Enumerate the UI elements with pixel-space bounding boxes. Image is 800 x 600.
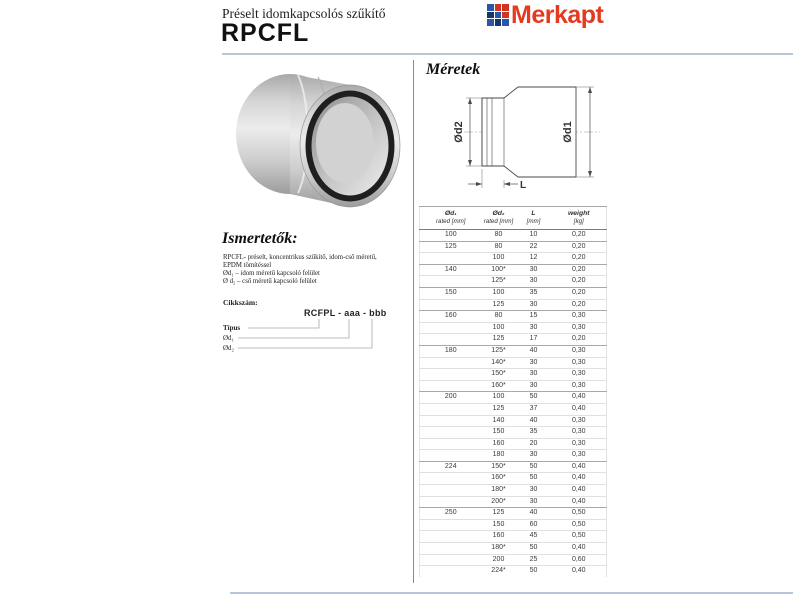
description-line: Ø d₂ – cső méretű kapcsoló felület (223, 278, 317, 285)
table-cell: 0,40 (552, 485, 607, 497)
article-number-label: Cikkszám: (223, 298, 258, 307)
table-cell: 25 (516, 554, 552, 566)
code-legend-d2: Ød₂ (223, 344, 234, 352)
table-cell: 30 (516, 450, 552, 462)
table-cell (420, 485, 482, 497)
table-cell: 80 (494, 231, 503, 238)
table-cell: 224* (482, 566, 516, 577)
technical-drawing (438, 83, 606, 203)
table-cell: 250 (420, 508, 482, 520)
table-cell: 125 (482, 403, 516, 415)
table-cell: 180 (482, 450, 516, 462)
table-cell (420, 322, 482, 334)
table-cell: 0,30 (552, 380, 607, 392)
column-divider (413, 60, 414, 583)
table-row (420, 287, 607, 299)
table-cell: 0,30 (552, 427, 607, 439)
table-cell: 0,60 (552, 554, 607, 566)
description-line: EPDM tömítéssel (223, 262, 272, 269)
table-cell: 60 (516, 519, 552, 531)
table-row (420, 403, 607, 415)
table-row (420, 276, 607, 288)
table-cell: 125 (482, 334, 516, 346)
code-legend-d1: Ød₁ (223, 334, 234, 342)
table-cell: 0,40 (552, 496, 607, 508)
code-connector-lines (222, 316, 387, 356)
table-row (420, 299, 607, 311)
table-cell (420, 403, 482, 415)
table-cell: 80 (482, 241, 516, 253)
table-cell (420, 299, 482, 311)
code-separator: - (363, 308, 367, 318)
table-cell: 200 (482, 554, 516, 566)
table-cell: 160 (420, 311, 482, 323)
table-row (420, 322, 607, 334)
table-cell: 125* (482, 345, 516, 357)
table-cell: 30 (516, 496, 552, 508)
table-cell: 0,30 (552, 415, 607, 427)
table-row (420, 357, 607, 369)
table-cell: 150 (420, 287, 482, 299)
table-row (420, 566, 607, 577)
table-cell: 45 (516, 531, 552, 543)
table-cell: 100 (482, 253, 516, 265)
column-header-d1: Ød₁ rated [mm] (420, 207, 482, 230)
table-cell: 20 (516, 438, 552, 450)
product-description (223, 254, 408, 286)
table-cell: 150* (482, 461, 516, 473)
table-cell: 40 (516, 508, 552, 520)
table-cell (420, 334, 482, 346)
table-cell: 0,20 (552, 276, 607, 288)
table-cell: 160 (482, 438, 516, 450)
table-cell: 200* (482, 496, 516, 508)
table-row (420, 450, 607, 462)
table-cell: 0,40 (552, 543, 607, 555)
table-cell (420, 496, 482, 508)
product-title: RPCFL (221, 19, 310, 47)
table-cell: 50 (516, 566, 552, 577)
size-table-header (420, 207, 607, 230)
table-cell: 0,20 (552, 241, 607, 253)
table-cell: 0,30 (552, 369, 607, 381)
table-cell: 15 (516, 311, 552, 323)
table-cell (420, 531, 482, 543)
table-row (420, 380, 607, 392)
size-table (419, 206, 607, 577)
table-cell (420, 369, 482, 381)
table-cell: 100 (482, 322, 516, 334)
table-cell: 100 (482, 287, 516, 299)
table-cell: 100* (482, 264, 516, 276)
table-cell: 140* (482, 357, 516, 369)
table-cell: 30 (516, 299, 552, 311)
table-cell (420, 276, 482, 288)
merkapt-logo-text: Merkapt (511, 1, 604, 29)
table-row (420, 427, 607, 439)
table-cell: 0,20 (552, 287, 607, 299)
table-cell: 125* (482, 276, 516, 288)
description-line: RPCFL- préselt, koncentrikus szűkítő, idom-cső méretű, (223, 254, 377, 261)
table-cell: 0,20 (552, 299, 607, 311)
dim-label-d1: Ød1 (562, 121, 574, 143)
table-row (420, 496, 607, 508)
table-cell: 0,30 (552, 357, 607, 369)
description-line: Ød₁ – idom méretű kapcsoló felület (223, 270, 320, 277)
table-cell: 40 (516, 345, 552, 357)
table-row (420, 241, 607, 253)
table-row (420, 334, 607, 346)
table-cell: 125 (482, 299, 516, 311)
table-cell (420, 380, 482, 392)
table-cell: 35 (516, 427, 552, 439)
product-subtitle: Préselt idomkapcsolós szűkítő (222, 6, 386, 21)
table-row (420, 543, 607, 555)
table-cell: 160* (482, 380, 516, 392)
table-cell (420, 554, 482, 566)
table-cell: 100 (482, 392, 516, 404)
table-row (420, 392, 607, 404)
code-type: RCFPL (304, 308, 336, 318)
table-cell: 50 (516, 543, 552, 555)
table-cell: 50 (516, 392, 552, 404)
dim-label-l: L (520, 180, 527, 191)
table-cell: 30 (516, 485, 552, 497)
table-cell: 0,40 (552, 403, 607, 415)
table-cell (420, 473, 482, 485)
table-cell: 30 (516, 264, 552, 276)
table-cell: 140 (420, 264, 482, 276)
table-row (420, 461, 607, 473)
table-cell: 0,50 (552, 508, 607, 520)
table-row (420, 264, 607, 276)
table-cell: 140 (482, 415, 516, 427)
table-cell (420, 519, 482, 531)
table-cell: 150 (482, 427, 516, 439)
table-cell: 17 (516, 334, 552, 346)
table-cell: 180* (482, 543, 516, 555)
table-cell: 40 (516, 415, 552, 427)
table-cell: 12 (516, 253, 552, 265)
table-cell: 30 (516, 357, 552, 369)
dim-label-d2: Ød2 (453, 121, 465, 143)
table-cell (420, 566, 482, 577)
table-cell: 30 (516, 322, 552, 334)
table-cell: 180 (420, 345, 482, 357)
table-cell: 0,30 (552, 345, 607, 357)
table-cell: 22 (516, 241, 552, 253)
table-row (420, 485, 607, 497)
table-cell: 224 (420, 461, 482, 473)
column-header-d2: Ød₂ rated [mm] (482, 207, 516, 230)
table-row (420, 253, 607, 265)
table-cell (420, 438, 482, 450)
table-cell: 0,40 (552, 392, 607, 404)
code-bbb: bbb (369, 308, 387, 318)
table-cell: 30 (516, 276, 552, 288)
table-row (420, 508, 607, 520)
merkapt-logo (487, 1, 604, 29)
table-cell: 0,50 (552, 519, 607, 531)
table-row (420, 554, 607, 566)
table-row (420, 369, 607, 381)
size-table-body (420, 230, 607, 577)
table-cell: 0,20 (552, 264, 607, 276)
table-cell: 125 (482, 508, 516, 520)
table-cell: 0,20 (552, 334, 607, 346)
table-cell (420, 543, 482, 555)
table-cell: 0,30 (552, 322, 607, 334)
column-header-weight: weight [kg] (552, 207, 607, 230)
table-cell: 160* (482, 473, 516, 485)
table-cell (420, 357, 482, 369)
table-cell: 35 (516, 287, 552, 299)
table-cell (420, 253, 482, 265)
table-cell (420, 415, 482, 427)
table-cell: 37 (516, 403, 552, 415)
table-row (420, 345, 607, 357)
table-cell: 125 (420, 241, 482, 253)
table-cell: 0,40 (552, 473, 607, 485)
code-aaa: aaa (344, 308, 361, 318)
table-cell: 10 (529, 231, 538, 238)
table-cell: 150 (482, 519, 516, 531)
features-section-title: Ismertetők: (222, 230, 298, 247)
table-cell: 0,20 (571, 231, 586, 238)
table-row (420, 311, 607, 323)
table-cell: 0,30 (552, 311, 607, 323)
top-divider (222, 53, 793, 55)
table-cell: 200 (420, 392, 482, 404)
table-cell: 50 (516, 473, 552, 485)
table-cell: 80 (482, 311, 516, 323)
table-row (420, 473, 607, 485)
table-cell: 100 (444, 231, 457, 238)
table-cell: 180* (482, 485, 516, 497)
table-cell (420, 427, 482, 439)
table-row (420, 519, 607, 531)
table-cell: 0,40 (552, 566, 607, 577)
table-cell: 0,20 (552, 253, 607, 265)
table-cell: 0,30 (552, 450, 607, 462)
table-cell: 0,30 (552, 438, 607, 450)
table-cell: 0,40 (552, 461, 607, 473)
code-legend-type: Típus (223, 324, 241, 332)
table-cell: 30 (516, 369, 552, 381)
table-cell: 50 (516, 461, 552, 473)
table-row (420, 531, 607, 543)
table-row (420, 438, 607, 450)
bottom-divider (230, 592, 793, 594)
dimensions-section-title: Méretek (426, 61, 481, 78)
table-row (420, 230, 607, 242)
table-cell (420, 450, 482, 462)
product-photo (228, 62, 403, 220)
table-cell: 150* (482, 369, 516, 381)
table-cell: 0,50 (552, 531, 607, 543)
table-cell: 30 (516, 380, 552, 392)
merkapt-logo-icon (487, 4, 509, 26)
code-separator: - (338, 308, 342, 318)
column-header-l: L [mm] (516, 207, 552, 230)
table-row (420, 415, 607, 427)
table-cell: 160 (482, 531, 516, 543)
